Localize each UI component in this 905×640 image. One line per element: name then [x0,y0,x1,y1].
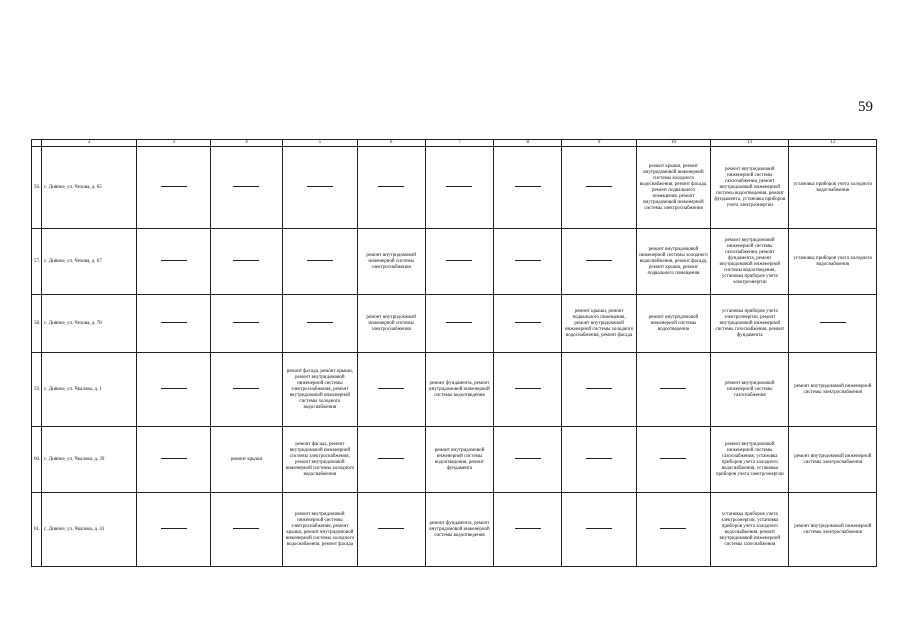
work-description-cell: ремонт фундамента, ремонт внутридомовой инженерной системы водоотведения [425,493,493,567]
dash-mark [378,388,404,389]
dash-mark [307,186,333,187]
dash-mark [515,260,541,261]
column-number-cell: 6 [357,140,425,147]
column-number-cell: 10 [636,140,710,147]
empty-cell [283,147,357,229]
empty-cell [210,229,282,295]
address-cell: с. Дивное, ул. Чкалова, д. 41 [42,493,137,567]
dash-mark [660,458,686,459]
dash-mark [446,186,472,187]
work-description-cell: ремонт фасада, ремонт внутридомовой инженерной системы электроснабжения, ремонт внутридомовой инженерной системы холодного водоснабжения [283,427,357,493]
column-number-cell: 2 [42,140,137,147]
column-number-row [32,140,877,147]
work-description-cell: установка приборов учета холодного водоснабжения [789,229,877,295]
empty-cell [425,229,493,295]
empty-cell [494,493,562,567]
work-description-cell: ремонт внутридомовой инженерной системы электроснабжения [789,353,877,427]
empty-cell [562,353,636,427]
dash-mark [233,186,259,187]
dash-mark [307,260,333,261]
dash-mark [161,260,187,261]
work-description-cell: ремонт внутридомовой инженерной системы электроснабжения [357,295,425,353]
column-number-cell: 8 [494,140,562,147]
work-description-cell: установка приборов учета электроэнергии, установка приборов учета холодного водоснабжения, ремонт внутридомовой инженерной системы газоснабжения [711,493,789,567]
work-description-cell: ремонт крыши [210,427,282,493]
address-cell: с. Дивное, ул. Чкалова, д. 1 [42,353,137,427]
work-description-cell: ремонт внутридомовой инженерной системы холодного водоснабжения, ремонт фасада, ремонт крыши, ремонт подвального помещения [636,229,710,295]
column-number-cell: 11 [711,140,789,147]
table-row [32,353,877,427]
work-description-cell: ремонт внутридомовой инженерной системы электроснабжения [789,493,877,567]
empty-cell [636,353,710,427]
column-number-cell: 12 [789,140,877,147]
work-description-cell: установка приборов учета холодного водоснабжения [789,147,877,229]
address-cell: с. Дивное, ул. Чехова, д. 78 [42,295,137,353]
table-row [32,229,877,295]
dash-mark [515,528,541,529]
dash-mark [161,458,187,459]
work-description-cell: ремонт внутридомовой инженерной системы водоотведения [636,295,710,353]
empty-cell [425,295,493,353]
empty-cell [562,229,636,295]
empty-cell [562,147,636,229]
empty-cell [636,493,710,567]
dash-mark [233,388,259,389]
dash-mark [446,322,472,323]
table-row [32,493,877,567]
empty-cell [283,229,357,295]
work-description-cell: ремонт крыши, ремонт подвального помещения, ремонт внутридомовой инженерной системы холодного водоснабжения, ремонт фасада [562,295,636,353]
empty-cell [494,427,562,493]
dash-mark [660,388,686,389]
empty-cell [494,147,562,229]
dash-mark [307,322,333,323]
empty-cell [494,229,562,295]
page-number: 59 [858,99,873,115]
work-description-cell: ремонт внутридомовой инженерной системы газоснабжения, ремонт внутридомовой инженерной системы водоотведения, ремонт фундамента, установка приборов учета электроэнергии [711,147,789,229]
empty-cell [210,295,282,353]
work-description-cell: ремонт внутридомовой инженерной системы электроснабжения [789,427,877,493]
empty-cell [210,353,282,427]
empty-cell [137,229,210,295]
dash-mark [378,186,404,187]
work-description-cell: ремонт внутридомовой инженерной системы газоснабжения [711,353,789,427]
empty-cell [494,295,562,353]
dash-mark [233,528,259,529]
table-row [32,427,877,493]
row-number: 60. [32,427,42,493]
dash-mark [233,322,259,323]
row-number: 56. [32,147,42,229]
dash-mark [378,458,404,459]
empty-cell [494,353,562,427]
empty-cell [357,427,425,493]
dash-mark [515,458,541,459]
column-number-cell: 4 [210,140,282,147]
empty-cell [137,493,210,567]
work-description-cell: ремонт внутридомовой инженерной системы газоснабжения, установка приборов учета холодного водоснабжения, установка приборов учета электроэнергии [711,427,789,493]
row-number: 57. [32,229,42,295]
dash-mark [586,388,612,389]
table-row [32,295,877,353]
empty-cell [210,493,282,567]
dash-mark [446,260,472,261]
empty-cell [636,427,710,493]
dash-mark [515,388,541,389]
work-description-cell: ремонт внутридомовой инженерной системы водоотведения, ремонт фундамента [425,427,493,493]
work-description-cell: установка приборов учета электроэнергии, ремонт внутридомовой инженерной системы газоснабжения, ремонт фундамента [711,295,789,353]
dash-mark [586,528,612,529]
row-number: 59. [32,353,42,427]
dash-mark [586,186,612,187]
empty-cell [562,493,636,567]
empty-cell [789,295,877,353]
work-description-cell: ремонт фасада, ремонт крыши, ремонт внутридомовой инженерной системы электроснабжения, ремонт внутридомовой инженерной системы холодного водоснабжения [283,353,357,427]
column-number-cell: 7 [425,140,493,147]
dash-mark [161,186,187,187]
dash-mark [515,186,541,187]
column-number-cell [32,140,42,147]
dash-mark [378,528,404,529]
dash-mark [233,260,259,261]
address-cell: с. Дивное, ул. Чехова, д. 67 [42,229,137,295]
empty-cell [137,427,210,493]
empty-cell [357,147,425,229]
dash-mark [161,322,187,323]
empty-cell [137,147,210,229]
dash-mark [161,388,187,389]
column-number-cell: 9 [562,140,636,147]
empty-cell [137,295,210,353]
dash-mark [820,322,846,323]
dash-mark [586,458,612,459]
table-row [32,147,877,229]
row-number: 61. [32,493,42,567]
empty-cell [210,147,282,229]
column-number-cell: 3 [137,140,210,147]
dash-mark [586,260,612,261]
dash-mark [161,528,187,529]
empty-cell [357,353,425,427]
empty-cell [357,493,425,567]
dash-mark [515,322,541,323]
empty-cell [137,353,210,427]
work-description-cell: ремонт внутридомовой инженерной системы электроснабжения [357,229,425,295]
empty-cell [425,147,493,229]
repair-schedule-table [31,139,877,567]
dash-mark [660,528,686,529]
work-description-cell: ремонт внутридомовой инженерной системы газоснабжения, ремонт фундамента, ремонт внутридомовой инженерной системы водоотведения, установка приборов учета электроэнергии [711,229,789,295]
work-description-cell: ремонт внутридомовой инженерной системы электроснабжения, ремонт крыши, ремонт внутридомовой инженерной системы холодного водоснабжения, ремонт фасада [283,493,357,567]
work-description-cell: ремонт фундамента, ремонт внутридомовой инженерной системы водоотведения [425,353,493,427]
address-cell: с. Дивное, ул. Чехова, д. 65 [42,147,137,229]
row-number: 58. [32,295,42,353]
empty-cell [283,295,357,353]
column-number-cell: 5 [283,140,357,147]
work-description-cell: ремонт крыши, ремонт внутридомовой инженерной системы холодного водоснабжения, ремонт фасада, ремонт подвального помещения, ремонт внутридомовой инженерной системы электроснабжения [636,147,710,229]
empty-cell [562,427,636,493]
address-cell: с. Дивное, ул. Чкалова, д. 39 [42,427,137,493]
